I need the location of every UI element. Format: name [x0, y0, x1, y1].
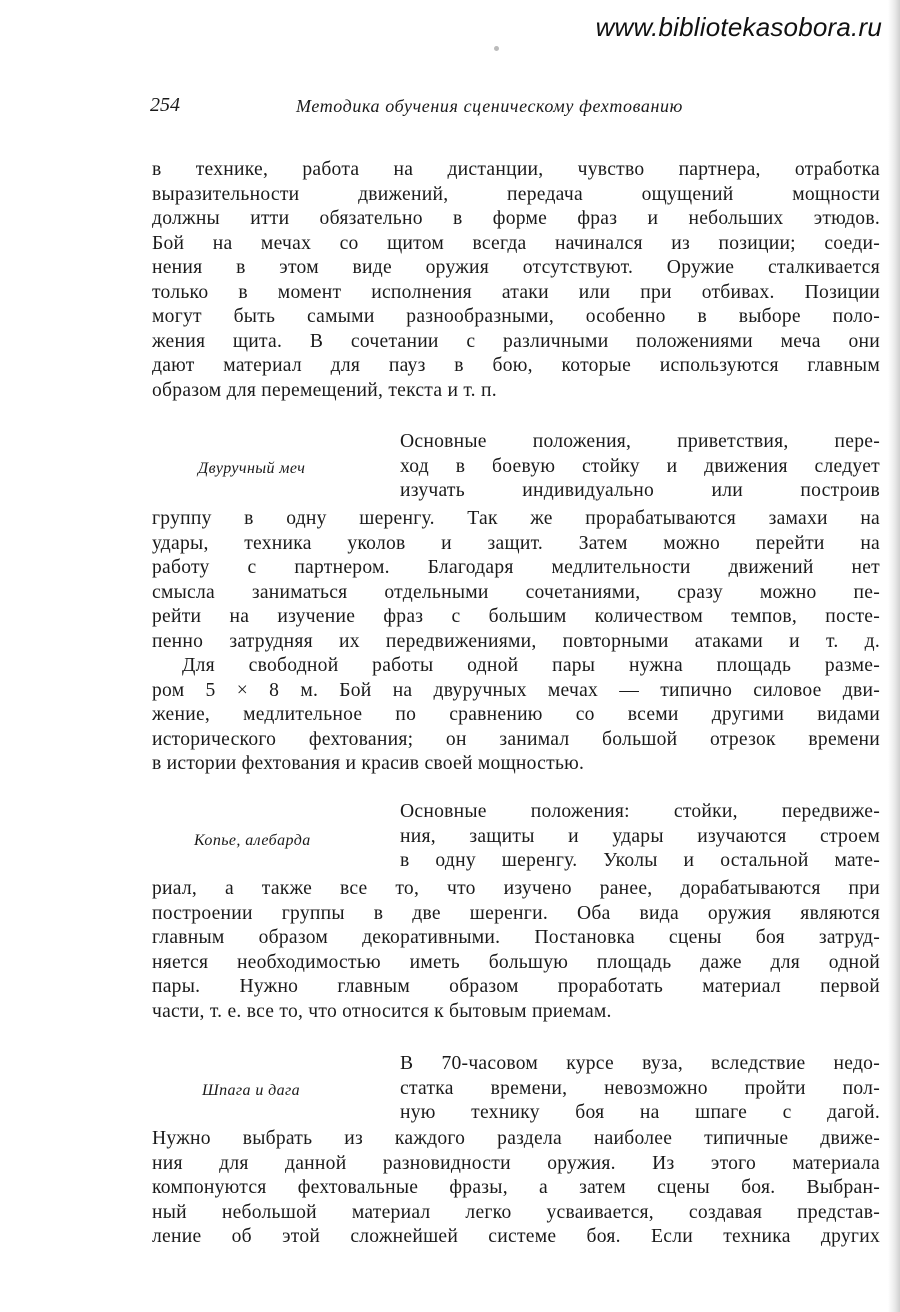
text-line: компонуются фехтовальные фразы, а затем сцены боя. Выбран- — [152, 1177, 880, 1198]
text-line: в истории фехтования и красив своей мощностью. — [152, 753, 585, 774]
text-line: главным образом декоративными. Постановка сцены боя затруд- — [152, 927, 880, 948]
text-line: построении группы в две шеренги. Оба вида оружия являются — [152, 902, 880, 924]
text-line: изучать индивидуально или построив — [400, 480, 880, 501]
text-line: ный небольшой материал легко усваивается, создавая представ- — [152, 1201, 880, 1223]
section-label: Двуручный меч — [198, 460, 306, 477]
text-line: работу с партнером. Благодаря медлительности движений нет — [152, 557, 880, 578]
text-line: части, т. е. все то, что относится к бытовым приемам. — [152, 1000, 612, 1022]
section-label: Шпага и дага — [202, 1082, 301, 1099]
speck — [494, 46, 499, 51]
text-line: исторического фехтования; он занимал большой отрезок времени — [152, 728, 880, 750]
text-line: ную технику боя на шпаге с дагой. — [400, 1102, 880, 1123]
section-label: Копье, алебарда — [194, 832, 311, 849]
text-line: образом для перемещений, текста и т. п. — [152, 379, 497, 401]
text-line: Основные положения, приветствия, пере- — [400, 431, 880, 452]
text-line: смысла заниматься отдельными сочетаниями, сразу можно пе- — [152, 581, 880, 603]
section-side-text — [400, 1052, 880, 1126]
text-line: жение, медлительное по сравнению со всеми другими видами — [152, 704, 880, 725]
page-number: 254 — [150, 94, 180, 116]
paragraph-intro — [152, 158, 880, 403]
text-line: Основные положения: стойки, передвиже- — [400, 801, 880, 822]
text-line: Нужно выбрать из каждого раздела наиболее типичные движе- — [152, 1128, 880, 1149]
text-line: только в момент исполнения атаки или при отбивах. Позиции — [152, 281, 880, 303]
watermark: www.bibliotekasobora.ru — [595, 12, 882, 42]
text-line: могут быть самыми разнообразными, особенно в выборе поло- — [152, 306, 880, 327]
text-line: Для свободной работы одной пары нужна площадь разме- — [182, 655, 880, 676]
section-rapier-dagger-body — [152, 1127, 880, 1250]
text-line: должны итти обязательно в форме фраз и небольших этюдов. — [152, 208, 880, 229]
page-edge — [888, 0, 900, 1312]
text-line: жения щита. В сочетании с различными положениями меча они — [152, 330, 880, 352]
section-spear-halberd-body — [152, 877, 880, 1024]
text-line: Бой на мечах со щитом всегда начинался из позиции; соеди- — [152, 232, 880, 254]
text-line: ния, защиты и удары изучаются строем — [400, 825, 880, 847]
running-title: Методика обучения сценическому фехтованию — [296, 96, 683, 116]
text-line: удары, техника уколов и защит. Затем можно перейти на — [152, 532, 880, 554]
text-line: статка времени, невозможно пройти пол- — [400, 1077, 880, 1099]
text-line: ход в боевую стойку и движения следует — [400, 455, 880, 477]
text-line: ром 5 × 8 м. Бой на двуручных мечах — типично силовое дви- — [152, 679, 880, 701]
section-side-text — [400, 430, 880, 504]
text-line: выразительности движений, передача ощущений мощности — [152, 183, 880, 205]
text-line: нения в этом виде оружия отсутствуют. Оружие сталкивается — [152, 257, 880, 278]
text-line: рейти на изучение фраз с большим количеством темпов, посте- — [152, 606, 880, 627]
text-line: пенно затрудняя их передвижениями, повторными атаками и т. д. — [152, 630, 880, 652]
text-line: в одну шеренгу. Уколы и остальной мате- — [400, 850, 880, 871]
text-line: в технике, работа на дистанции, чувство партнера, отработка — [152, 159, 880, 180]
text-line: няется необходимостью иметь большую площадь даже для одной — [152, 951, 880, 973]
section-two-handed-sword-body — [152, 507, 880, 777]
text-line: дают материал для пауз в бою, которые используются главным — [152, 355, 880, 376]
text-line: пары. Нужно главным образом проработать материал первой — [152, 976, 880, 997]
running-head — [150, 94, 750, 124]
text-line: группу в одну шеренгу. Так же прорабатываются замахи на — [152, 508, 880, 529]
section-side-text — [400, 800, 880, 874]
text-line: ния для данной разновидности оружия. Из этого материала — [152, 1152, 880, 1174]
text-line: риал, а также все то, что изучено ранее, дорабатываются при — [152, 878, 880, 899]
text-line: В 70-часовом курсе вуза, вследствие недо- — [400, 1053, 880, 1074]
text-line: ление об этой сложнейшей системе боя. Если техника других — [152, 1226, 880, 1247]
